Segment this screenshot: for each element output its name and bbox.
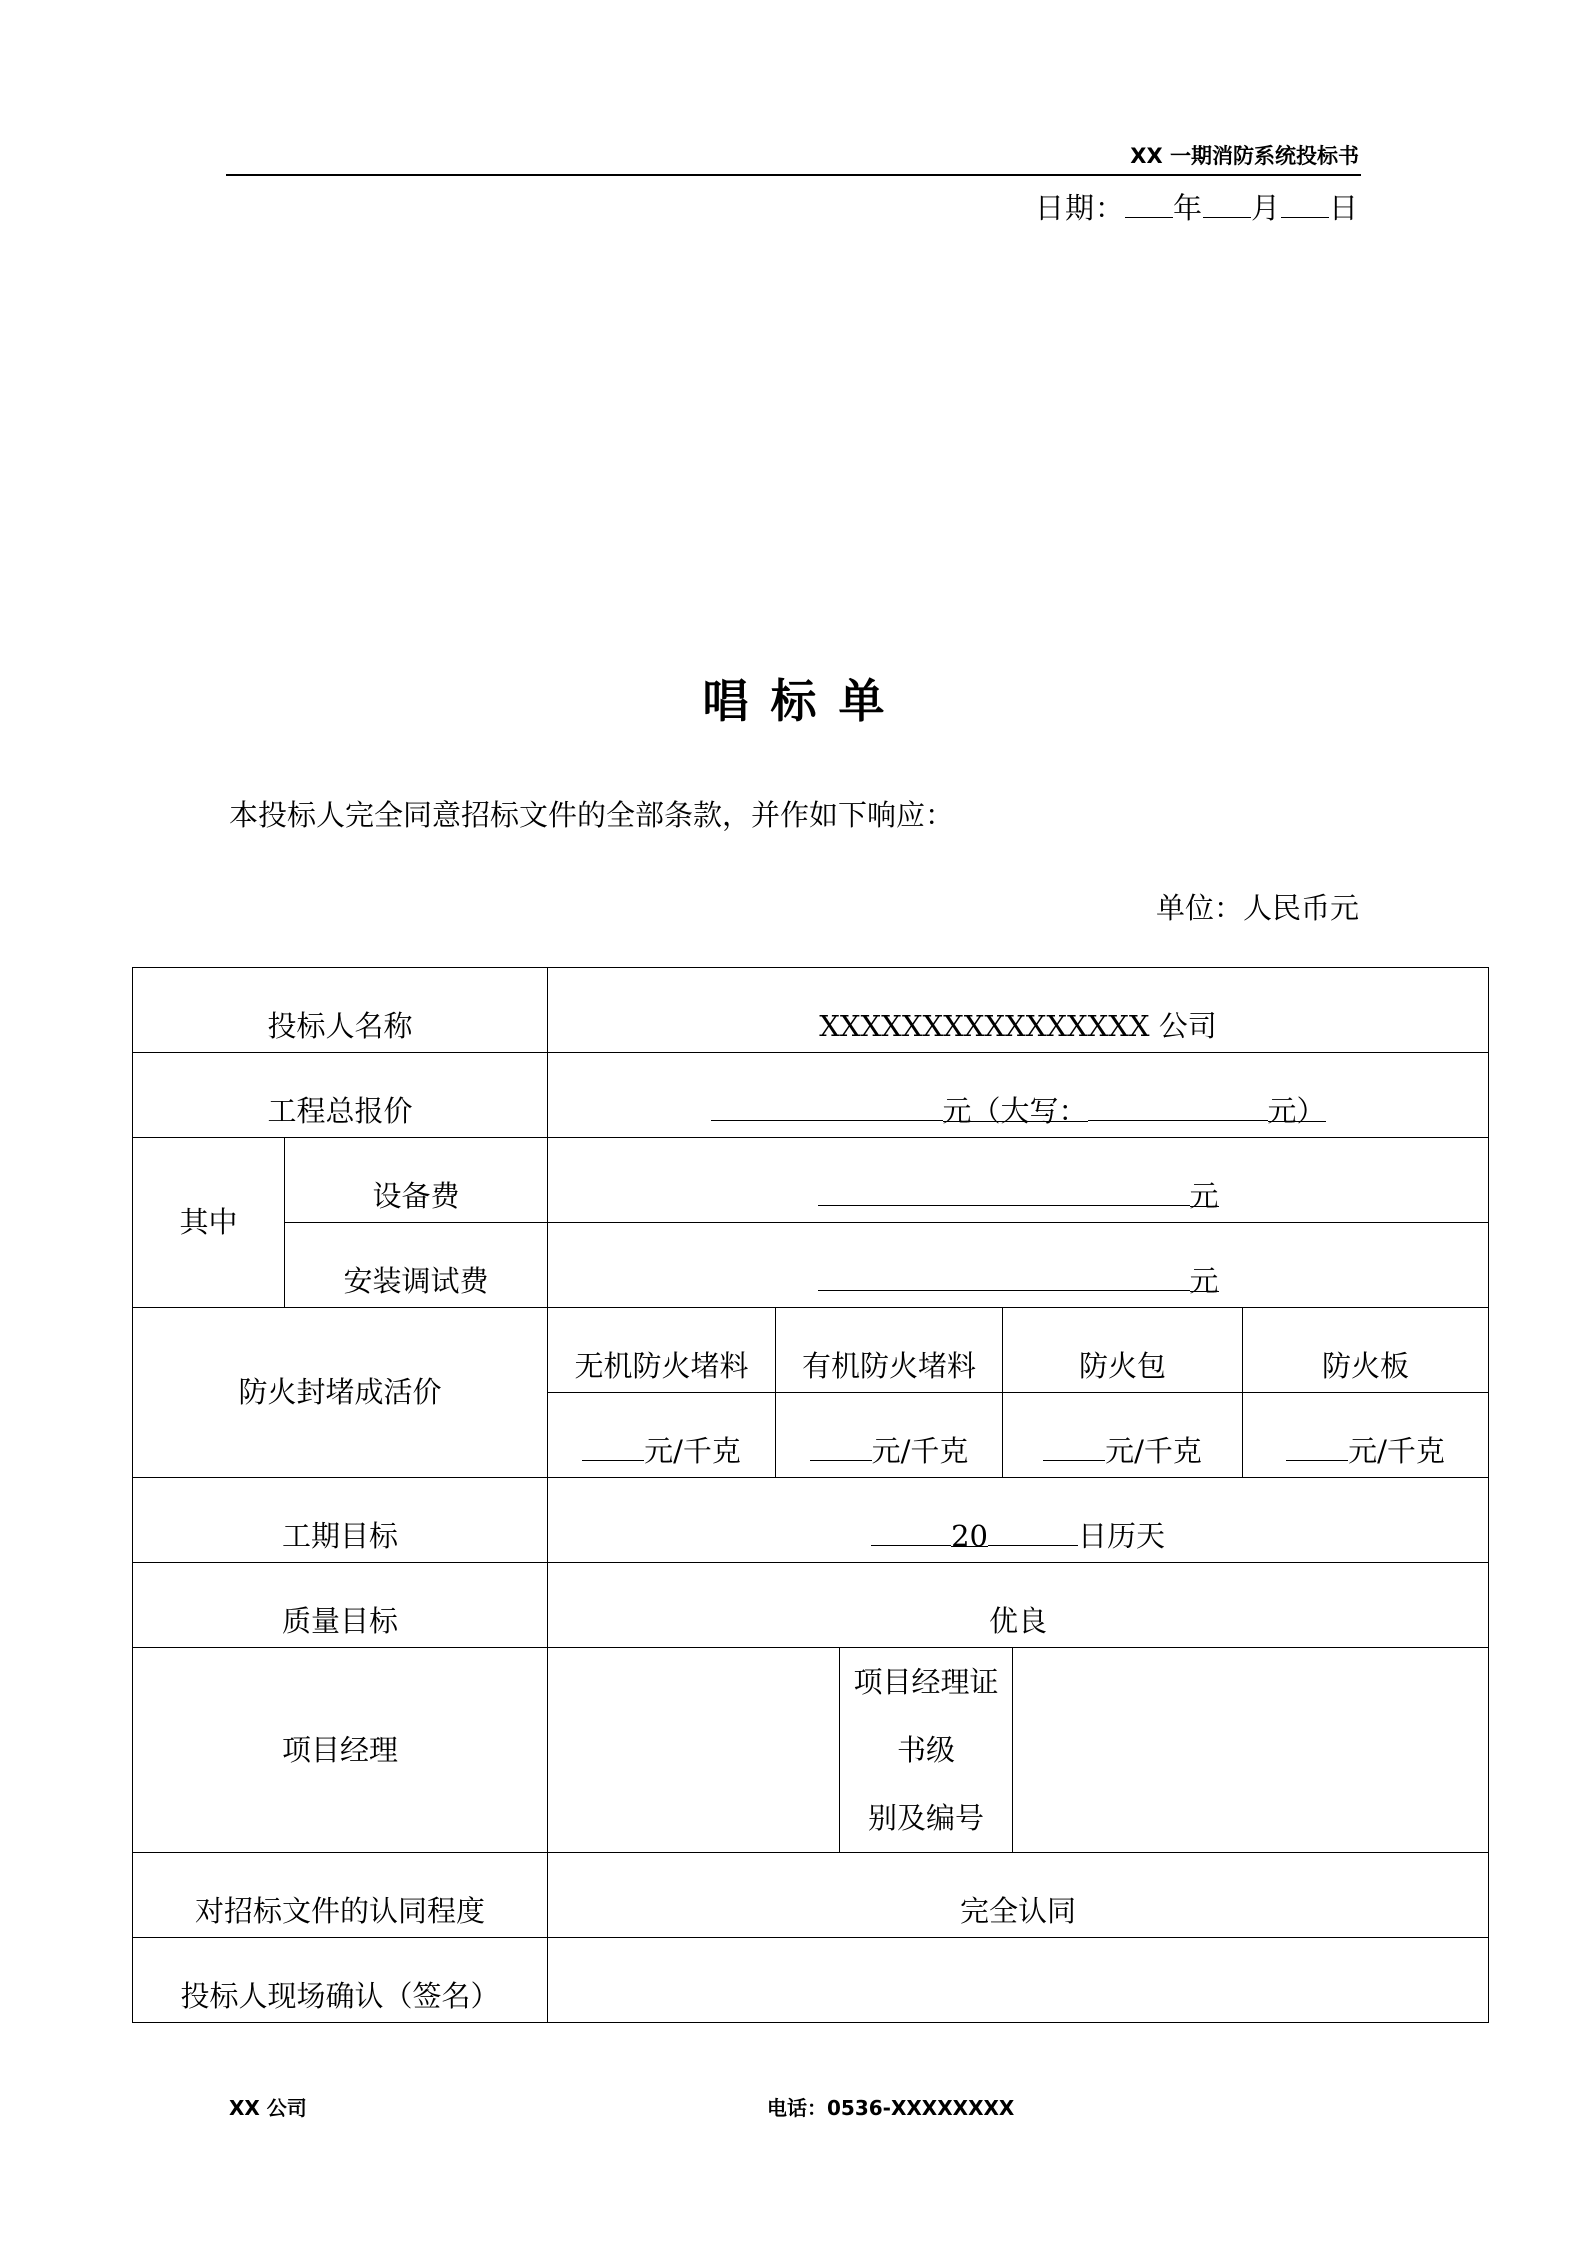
fire-item-organic: 有机防火堵料 [776,1308,1003,1393]
period-blank-left [871,1517,951,1546]
date-day-label: 日 [1328,191,1359,225]
signature-cell[interactable] [548,1938,1489,2023]
table-row [133,968,1489,1053]
fire-price-bag[interactable] [1003,1393,1243,1478]
install-fee-blank[interactable] [818,1262,1190,1291]
manager-name-cell[interactable] [548,1648,840,1853]
acceptance-value[interactable]: 完全认同 [548,1853,1489,1938]
currency-unit: 单位：人民币元 [1155,891,1359,925]
period-label: 工期目标 [133,1478,548,1563]
fire-price-blank[interactable] [1286,1432,1348,1461]
bidder-name-label: 投标人名称 [133,968,548,1053]
date-year-blank[interactable] [1125,187,1173,218]
period-cell[interactable] [548,1478,1489,1563]
manager-cert-line2: 别及编号 [868,1801,985,1835]
fire-price-board[interactable] [1243,1393,1489,1478]
footer-company: XX 公司 [229,2096,307,2120]
total-price-cell[interactable] [548,1053,1489,1138]
manager-label: 项目经理 [133,1648,548,1853]
install-fee-yuan: 元 [1189,1263,1219,1298]
bid-table [132,967,1489,2023]
fire-price-unit: 元/千克 [644,1433,741,1468]
fire-sealing-label: 防火封堵成活价 [133,1308,548,1478]
fire-price-blank[interactable] [810,1432,872,1461]
date-month-label: 月 [1250,191,1281,225]
manager-cert-label [840,1648,1013,1853]
header-rule [226,174,1361,176]
manager-cert-line1: 项目经理证书级 [853,1665,999,1767]
date-day-blank[interactable] [1281,187,1329,218]
equipment-fee-yuan: 元 [1189,1178,1219,1213]
install-fee-cell[interactable] [548,1223,1489,1308]
manager-cert-cell[interactable] [1013,1648,1489,1853]
table-row [133,1223,1489,1308]
quality-label: 质量目标 [133,1563,548,1648]
of-which-label: 其中 [133,1138,285,1308]
table-row [133,1478,1489,1563]
total-price-blank[interactable] [711,1092,943,1121]
quality-value[interactable]: 优良 [548,1563,1489,1648]
table-row [133,1938,1489,2023]
fire-item-board: 防火板 [1243,1308,1489,1393]
equipment-fee-blank[interactable] [818,1177,1190,1206]
intro-paragraph: 本投标人完全同意招标文件的全部条款，并作如下响应： [229,798,955,832]
footer-phone: 电话：0536-XXXXXXXX [767,2096,1015,2120]
total-price-yuan: 元（大写： [942,1093,1088,1128]
signature-label: 投标人现场确认（签名） [133,1938,548,2023]
table-row [133,1053,1489,1138]
date-year-label: 年 [1172,191,1203,225]
bidder-name-value[interactable]: XXXXXXXXXXXXXXXX 公司 [548,968,1489,1053]
period-blank-right [988,1517,1078,1546]
table-row [133,1853,1489,1938]
fire-price-unit: 元/千克 [1105,1433,1202,1468]
date-label: 日期： [1034,191,1125,225]
table-row [133,1308,1489,1393]
document-title: 唱标单 [702,674,907,728]
fire-item-inorganic: 无机防火堵料 [548,1308,776,1393]
acceptance-label: 对招标文件的认同程度 [133,1853,548,1938]
date-line [1035,186,1359,227]
fire-price-blank[interactable] [1043,1432,1105,1461]
total-price-yuan-close: 元） [1267,1093,1326,1128]
date-month-blank[interactable] [1203,187,1251,218]
fire-price-unit: 元/千克 [871,1433,969,1468]
total-price-label: 工程总报价 [133,1053,548,1138]
total-price-words-blank[interactable] [1088,1092,1268,1121]
table-row [133,1138,1489,1223]
header-title: XX 一期消防系统投标书 [1130,144,1359,168]
table-row [133,1563,1489,1648]
equipment-fee-label: 设备费 [285,1138,548,1223]
period-value[interactable]: 20 [951,1518,988,1553]
fire-price-inorganic[interactable] [548,1393,776,1478]
install-fee-label: 安装调试费 [285,1223,548,1308]
period-unit: 日历天 [1077,1518,1165,1553]
table-row [133,1648,1489,1853]
fire-price-blank[interactable] [582,1432,644,1461]
fire-price-organic[interactable] [776,1393,1003,1478]
fire-price-unit: 元/千克 [1348,1433,1445,1468]
fire-item-bag: 防火包 [1003,1308,1243,1393]
equipment-fee-cell[interactable] [548,1138,1489,1223]
